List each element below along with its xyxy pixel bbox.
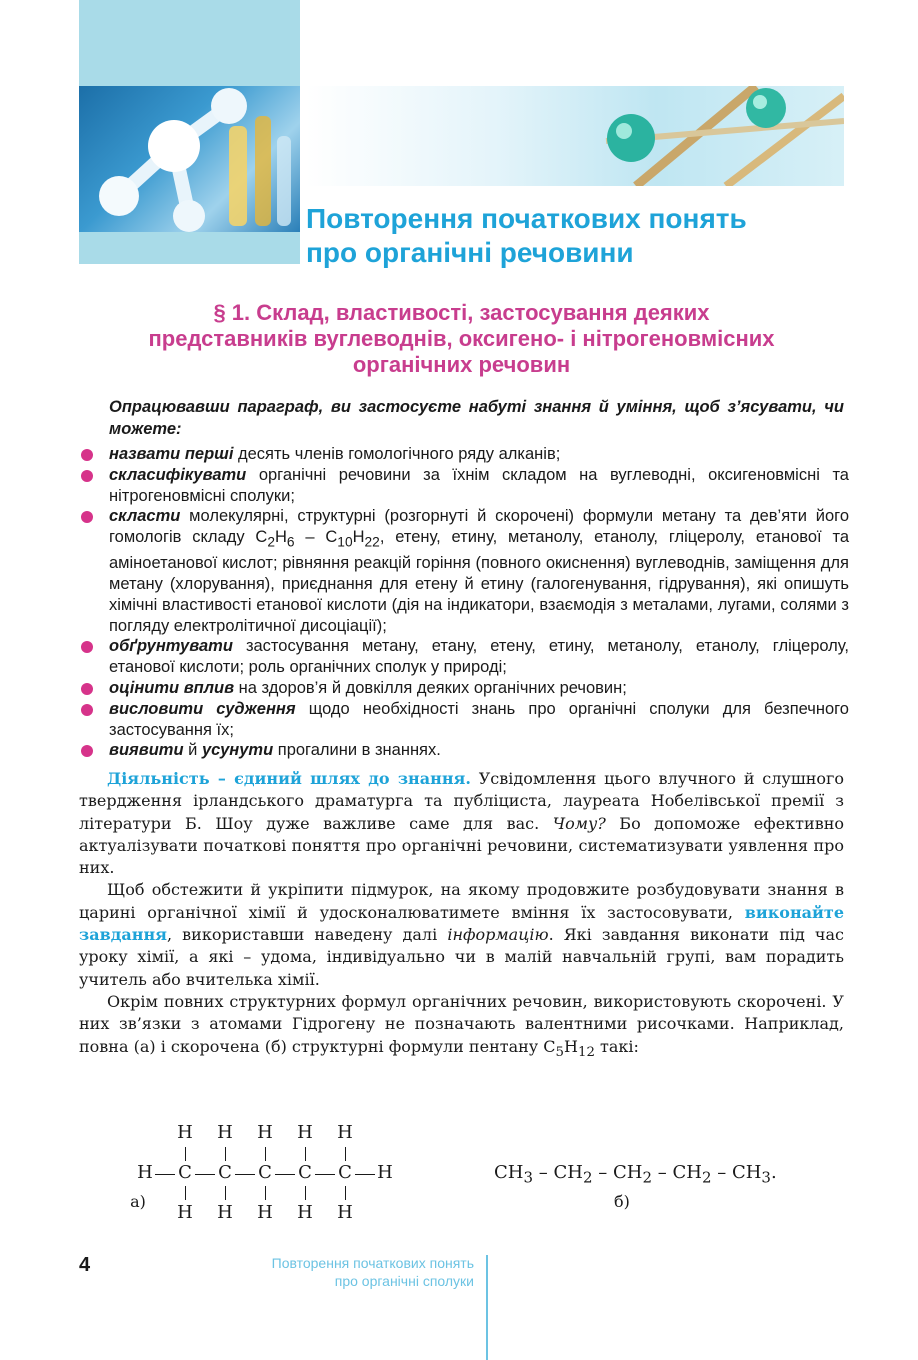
hydrogen-atom: H <box>257 1202 273 1223</box>
highlight-text: виконайте завдання <box>79 902 844 945</box>
goal-verb: виявити <box>109 741 184 760</box>
goal-verb: усунути <box>201 741 274 760</box>
formula-part: H <box>274 528 287 547</box>
bullet-icon <box>81 745 93 757</box>
goal-text: органічні речовини за їхнім складом на вуглеводні, оксигеновмісні та нітрогеновмісні сполуки; <box>109 465 849 505</box>
formula-label: б) <box>614 1192 630 1211</box>
molecule-banner-illustration <box>306 86 844 186</box>
paragraph-text: такі: <box>594 1036 639 1056</box>
bullet-icon <box>81 470 93 482</box>
section-title-line2: представників вуглеводнів, оксигено- і нітрогеновмісних <box>148 326 775 351</box>
paragraph-text: , використавши наведену далі <box>166 925 448 945</box>
goal-text: й <box>183 741 202 760</box>
formula-part: H <box>352 528 365 547</box>
bond-line <box>345 1186 346 1200</box>
hydrogen-atom: H <box>377 1162 393 1183</box>
bond-line <box>345 1147 346 1161</box>
hydrogen-atom: H <box>297 1202 313 1223</box>
goal-verb: скласифікувати <box>109 465 247 484</box>
paragraph-text: Бо допоможе ефективно актуалізувати початкові поняття про органічні речовини, систематизувати уявлення про них. <box>79 813 844 878</box>
paragraph-text: Усвідомлення цього влучного й слушного твердження ірландського драматурга та публіциста, лауреата Нобелівської премії з літератури Б. Шоу дуже важливе саме для вас. <box>79 769 844 833</box>
section-title-line3: органічних речовин <box>352 352 571 377</box>
formula-subscript: 22 <box>364 534 380 550</box>
formula-separator: – <box>652 1162 673 1183</box>
italic-text: інформацію <box>447 925 549 945</box>
list-item <box>79 699 849 741</box>
hydrogen-atom: H <box>217 1122 233 1143</box>
hydrogen-atom: H <box>177 1122 193 1143</box>
chapter-title-line1: Повторення початкових понять <box>306 203 747 234</box>
bond-line <box>275 1174 295 1175</box>
bond-line <box>235 1174 255 1175</box>
formula-subscript: 2 <box>582 1168 593 1187</box>
goal-text: на здоров’я й довкілля деяких органічних речовин; <box>234 679 627 698</box>
section-title <box>79 300 844 378</box>
paragraph <box>79 991 844 1064</box>
formula-subscript: 3 <box>761 1168 771 1187</box>
carbon-atom: C <box>258 1162 272 1183</box>
goal-verb: оцінити вплив <box>109 679 235 698</box>
bond-line <box>315 1174 335 1175</box>
formula-subscript: 2 <box>267 534 275 550</box>
formula-subscript: 2 <box>701 1168 712 1187</box>
chapter-title <box>306 202 866 270</box>
formula-label: а) <box>130 1192 146 1211</box>
bond-line <box>155 1174 175 1175</box>
running-title-line1: Повторення початкових понять <box>271 1255 474 1271</box>
header-color-band <box>79 0 300 86</box>
molecule-banner-photo <box>306 86 844 186</box>
formula-group: CH <box>672 1162 702 1183</box>
formula-separator: . <box>770 1162 777 1183</box>
formula-part: – C <box>294 528 338 547</box>
running-title <box>218 1254 474 1290</box>
bond-line <box>265 1186 266 1200</box>
formula-subscript: 6 <box>286 534 295 550</box>
paragraph <box>79 768 844 879</box>
bullet-icon <box>81 641 93 653</box>
paragraph-text: . Які завдання виконати під час уроку хімії, а які – удома, індивідуально чи в малій навчальній групі, вам порадить учитель або вчителька хімії. <box>79 925 845 989</box>
bullet-icon <box>81 683 93 695</box>
formula-group: CH <box>553 1162 583 1183</box>
goal-text: десять членів гомологічного ряду алканів; <box>233 445 561 463</box>
carbon-atom: C <box>218 1162 232 1183</box>
running-title-line2: про органічні сполуки <box>334 1273 474 1289</box>
hydrogen-atom: H <box>337 1122 353 1143</box>
bond-line <box>195 1174 215 1175</box>
molecule-illustration <box>79 86 300 232</box>
body-text <box>79 768 844 1064</box>
list-item <box>79 678 849 699</box>
list-item <box>79 740 849 761</box>
formula-subscript: 2 <box>642 1168 652 1187</box>
lab-molecule-photo <box>79 86 300 232</box>
hydrogen-atom: H <box>257 1122 273 1143</box>
hydrogen-atom: H <box>177 1202 193 1223</box>
bullet-icon <box>81 704 93 716</box>
page-number: 4 <box>79 1254 91 1276</box>
formula-subscript: 12 <box>577 1044 595 1060</box>
learning-goals-intro: Опрацювавши параграф, ви застосуєте набуті знання й уміння, щоб з’ясувати, чи можете: <box>109 398 844 438</box>
formula-separator: – <box>533 1162 554 1183</box>
formula-subscript: 10 <box>337 534 353 550</box>
goal-verb: висловити судження <box>109 699 296 718</box>
bullet-icon <box>81 511 93 523</box>
pentane-full-structural-formula <box>130 1122 410 1232</box>
list-item <box>79 444 849 465</box>
bond-line <box>225 1186 226 1200</box>
paragraph-text: Окрім повних структурних формул органічних речовин, використовують скорочені. У них зв’язки з атомами Гідрогену не позначають валентними рисочками. Наприклад, повна (а) і скорочена (б) структурні формули пентану C <box>79 991 844 1056</box>
carbon-atom: C <box>338 1162 352 1183</box>
formula-separator: – <box>592 1162 613 1183</box>
carbon-atom: C <box>298 1162 312 1183</box>
bond-line <box>225 1147 226 1161</box>
pentane-short-structural-formula <box>494 1162 854 1187</box>
chapter-title-line2: про органічні речовини <box>306 237 634 268</box>
formula-subscript: 5 <box>555 1044 565 1060</box>
bond-line <box>305 1186 306 1200</box>
paragraph-text: Щоб обстежити й укріпити підмурок, на якому продовжите розбудовувати знання в царині органічної хімії й удосконалюватимете вміння їх застосовувати, <box>79 880 844 922</box>
goal-text: , етену, етину, метанолу, етанолу, гліцеролу, етанової та аміноетанової кислот; рівняння реакцій горіння (повного окиснення) вуглеводнів, заміщення для метану (хлорування), приєднання для етену й етину (галогенування, гідрування), які опишуть хімічні властивості етанової кислоти (дія на індикатори, взаємодія з металами, лугами, солями з погляду електролітичної дисоціації); <box>109 528 850 635</box>
goal-verb: скласти <box>109 507 181 526</box>
bond-line <box>185 1147 186 1161</box>
goal-verb: обґрунтувати <box>109 637 233 656</box>
hydrogen-atom: H <box>337 1202 353 1223</box>
bond-line <box>305 1147 306 1161</box>
list-item <box>79 636 849 678</box>
bullet-icon <box>81 449 93 461</box>
header-color-strip <box>79 232 300 264</box>
carbon-atom: C <box>178 1162 192 1183</box>
list-item <box>79 465 849 507</box>
hydrogen-atom: H <box>297 1122 313 1143</box>
formula-part: H <box>564 1036 578 1056</box>
hydrogen-atom: H <box>137 1162 153 1183</box>
bond-line <box>185 1186 186 1200</box>
goal-text: молекулярні, структурні (розгорнуті й скорочені) формули метану та дев’яти його гомологів складу C <box>109 507 849 547</box>
list-item <box>79 506 849 636</box>
goal-text: прогалини в знаннях. <box>273 741 441 760</box>
formula-group: CH <box>731 1162 762 1183</box>
formula-group: CH <box>612 1162 643 1183</box>
formula-subscript: 3 <box>523 1168 534 1187</box>
bond-line <box>355 1174 375 1175</box>
bond-line <box>265 1147 266 1161</box>
goal-text: щодо необхідності знань про органічні сполуки для безпечного застосування їх; <box>109 699 849 739</box>
italic-text: Чому? <box>552 813 606 833</box>
hydrogen-atom: H <box>217 1202 233 1223</box>
learning-goals-list <box>79 444 849 761</box>
highlight-text: Діяльність – єдиний шлях до знання. <box>107 769 471 788</box>
goal-verb: назвати перші <box>109 445 234 463</box>
formula-group: CH <box>494 1162 524 1183</box>
footer-divider <box>486 1255 488 1360</box>
goal-text: застосування метану, етану, етену, етину, метанолу, етанолу, гліцеролу, етанової кислоти; роль органічних сполук у природі; <box>109 637 849 677</box>
paragraph <box>79 879 844 990</box>
section-title-line1: § 1. Склад, властивості, застосування деяких <box>213 300 710 325</box>
formula-separator: – <box>711 1162 732 1183</box>
